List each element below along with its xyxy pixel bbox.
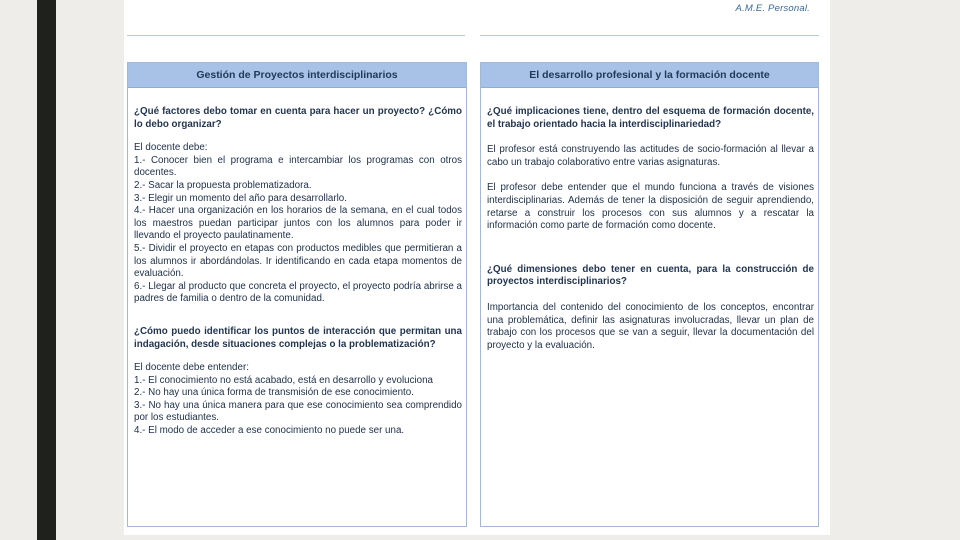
left-accent-bar: [37, 0, 56, 540]
right-column-title: El desarrollo profesional y la formación docente: [481, 63, 818, 88]
left-column-title: Gestión de Proyectos interdisciplinarios: [128, 63, 466, 88]
list-item: 3.- Elegir un momento del año para desarrollarlo.: [134, 192, 347, 204]
list-item: 4.- El modo de acceder a ese conocimiento no puede ser una.: [134, 425, 405, 437]
divider-right: [480, 35, 819, 36]
paragraph-mundo-interdisciplinario: El profesor debe entender que el mundo funciona a través de visiones interdisciplinarias. Además de tener la disposición de seguir aprendiendo, retarse a construir los procesos con sus alumnos y a rescatar la información como parte de formación como docente.: [487, 182, 814, 232]
list-item: 3.- No hay una única manera para que ese conocimiento sea comprendido por los estudiantes.: [134, 399, 462, 424]
list-item: 1.- Conocer bien el programa e intercambiar los programas con otros docentes.: [134, 154, 462, 179]
list-item: 2.- Sacar la propuesta problematizadora.: [134, 179, 312, 191]
question-implicaciones: ¿Qué implicaciones tiene, dentro del esquema de formación docente, el trabajo orientado hacia la interdisciplinariedad?: [487, 106, 814, 130]
list-item: 1.- El conocimiento no está acabado, está en desarrollo y evoluciona: [134, 374, 433, 386]
header-label: A.M.E. Personal.: [735, 3, 810, 14]
list-item: 5.- Dividir el proyecto en etapas con productos medibles que permitieran a los alumnos ir abordándolas. Ir identificando en cada etapa momentos de evaluación.: [134, 242, 462, 280]
docente-debe-intro: El docente debe:: [134, 142, 208, 154]
question-interaccion: ¿Cómo puedo identificar los puntos de interacción que permitan una indagación, desde situaciones complejas o la problematización?: [134, 325, 462, 350]
right-column: [480, 62, 819, 527]
left-column-body: [128, 88, 466, 438]
list-item: 2.- No hay una única forma de transmisión de ese conocimiento.: [134, 387, 414, 399]
docente-entender-intro: El docente debe entender:: [134, 362, 249, 374]
question-dimensiones: ¿Qué dimensiones debo tener en cuenta, para la construcción de proyectos interdisciplinarios?: [487, 263, 814, 288]
right-column-body: [481, 88, 818, 352]
list-item: 6.- Llegar al producto que concreta el proyecto, el proyecto podría abrirse a padres de familia o dentro de la comunidad.: [134, 280, 462, 305]
divider-left: [127, 35, 465, 36]
left-column: [127, 62, 467, 527]
question-factores: ¿Qué factores debo tomar en cuenta para hacer un proyecto? ¿Cómo lo debo organizar?: [134, 106, 462, 130]
paragraph-importancia: Importancia del contenido del conocimiento de los conceptos, encontrar una problemática, definir las asignaturas involucradas, llevar un plan de trabajo con los procesos que se van a seguir, llevar la documentación del proyecto y la evaluación.: [487, 301, 814, 351]
list-item: 4.- Hacer una organización en los horarios de la semana, en el cual todos los maestros puedan participar juntos con los alumnos para poder ir llevando el proyecto paulatinamente.: [134, 205, 462, 242]
paragraph-socio-formacion: El profesor está construyendo las actitudes de socio-formación al llevar a cabo un trabajo colaborativo entre varias asignaturas.: [487, 144, 814, 168]
slide-page: [124, 0, 830, 535]
